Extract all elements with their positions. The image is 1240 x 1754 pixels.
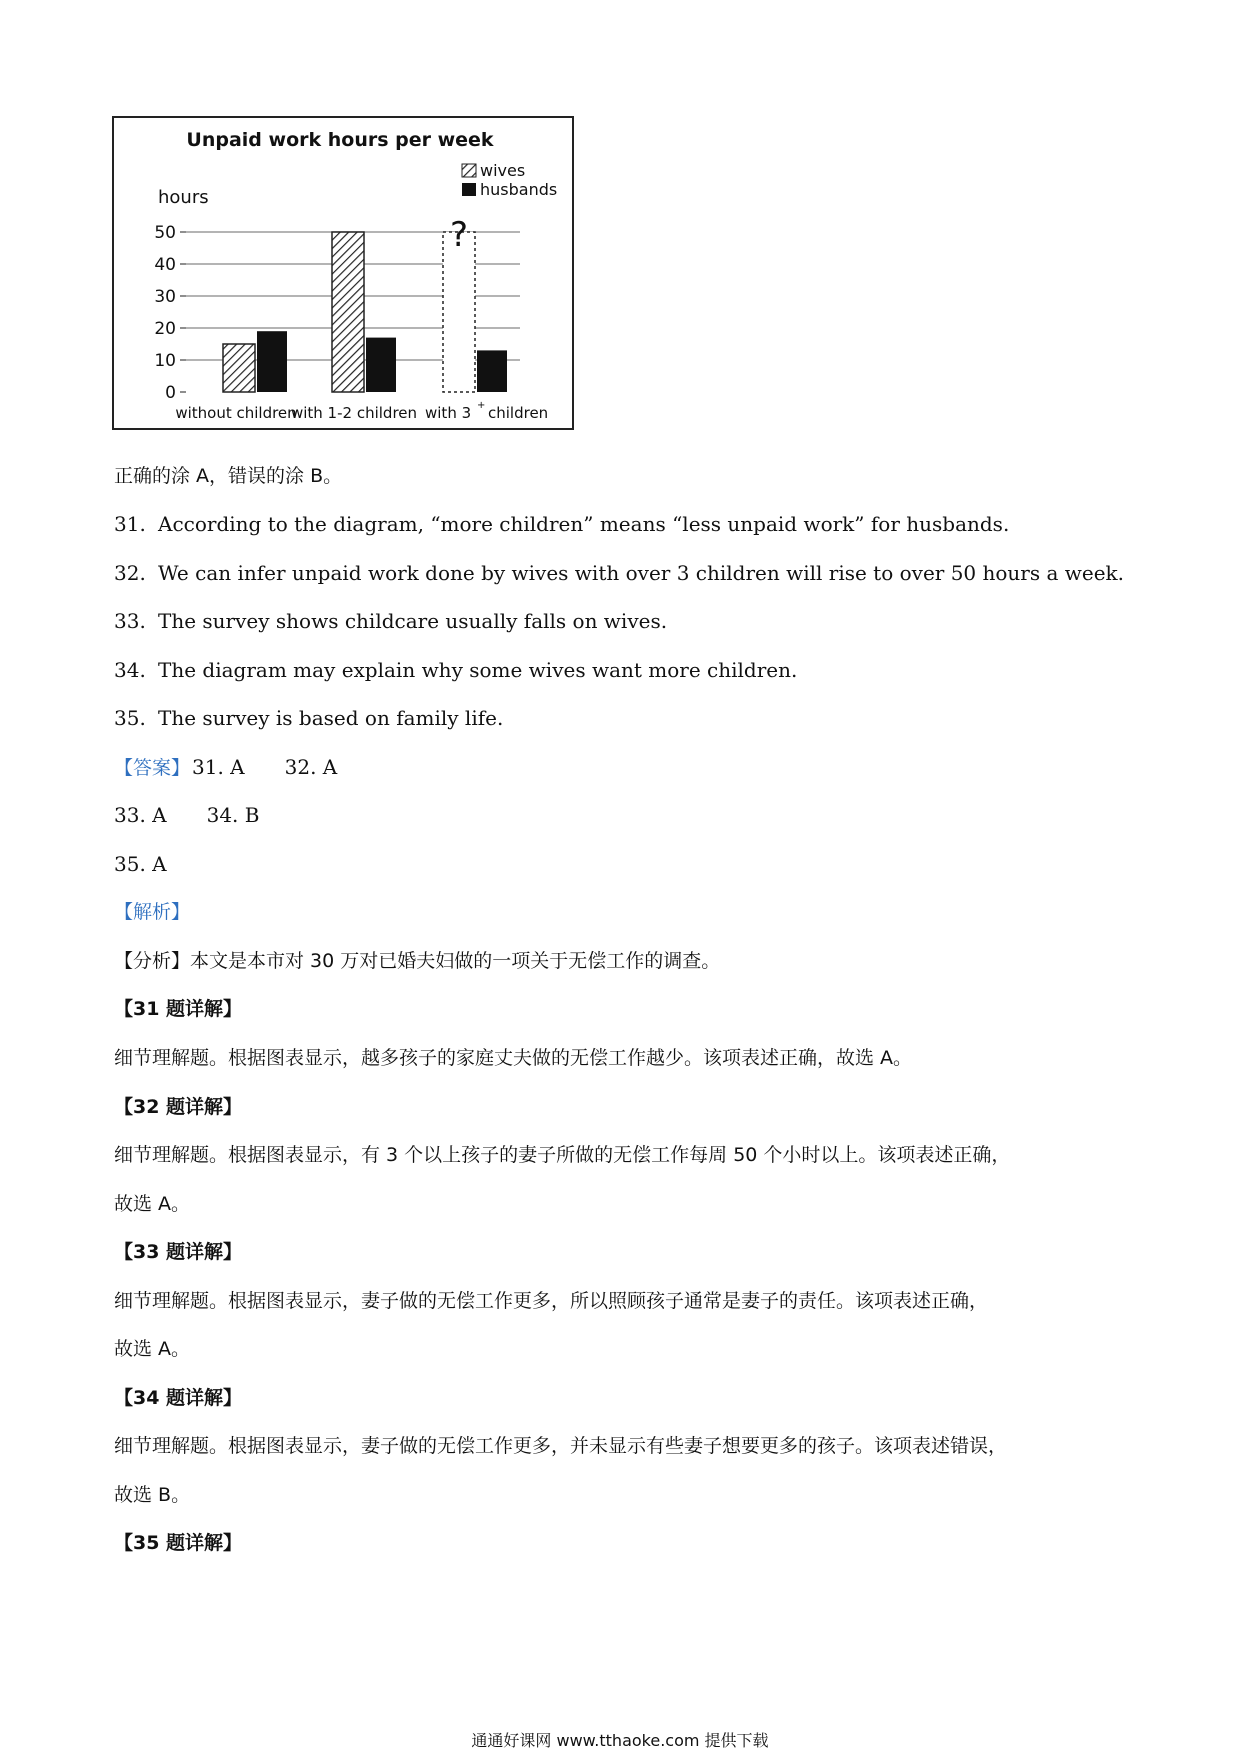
question-32: [114, 560, 1124, 586]
bar-husbands: [477, 350, 507, 392]
detail-34-text: 故选 B。: [114, 1484, 191, 1506]
bar-husbands: [366, 338, 396, 392]
question-33: [114, 608, 667, 634]
answer-32: 32. A: [284, 755, 338, 779]
question-text: We can infer unpaid work done by wives with over 3 children will rise to over 50 hours a week.: [158, 561, 1125, 585]
y-axis-label: hours: [158, 187, 209, 208]
legend-label-husbands: husbands: [480, 180, 558, 199]
x-category-label: children: [488, 404, 549, 422]
detail-35-label: 【35 题详解】: [114, 1532, 243, 1554]
question-number: 31.: [114, 512, 146, 536]
detail-32-text: 故选 A。: [114, 1193, 191, 1215]
detail-31-label: 【31 题详解】: [114, 998, 243, 1020]
y-tick-label: 40: [154, 255, 176, 275]
bar-wives: [332, 232, 364, 392]
bar-wives: [223, 344, 255, 392]
chart-canvas: [114, 118, 572, 428]
detail-31-text: 细节理解题。根据图表显示，越多孩子的家庭丈夫做的无偿工作越少。该项表述正确，故选 A。: [114, 1047, 913, 1069]
answer-35: 35. A: [114, 852, 167, 876]
x-category-label: with 3: [425, 404, 472, 422]
detail-33-text: 细节理解题。根据图表显示，妻子做的无偿工作更多，所以照顾孩子通常是妻子的责任。该项表述正确，: [114, 1290, 989, 1312]
y-tick-label: 30: [154, 287, 176, 307]
summary-label: 【分析】: [114, 950, 191, 972]
chart-legend: [462, 161, 557, 199]
question-text: The diagram may explain why some wives want more children.: [158, 658, 798, 682]
detail-33-label: 【33 题详解】: [114, 1241, 243, 1263]
question-text: According to the diagram, “more children” means “less unpaid work” for husbands.: [158, 512, 1010, 536]
instruction: 正确的涂 A，错误的涂 B。: [114, 465, 343, 487]
answer-label: 【答案】: [114, 757, 191, 779]
detail-34-label: 【34 题详解】: [114, 1387, 243, 1409]
question-text: The survey shows childcare usually falls on wives.: [158, 609, 668, 633]
unknown-marker: ?: [449, 215, 469, 255]
summary-text: 本文是本市对 30 万对已婚夫妇做的一项关于无偿工作的调查。: [190, 950, 721, 972]
x-category-superscript: +: [477, 400, 486, 411]
legend-label-wives: wives: [480, 161, 526, 180]
question-35: [114, 705, 503, 731]
analysis-label: 【解析】: [114, 901, 191, 923]
question-34: [114, 657, 797, 683]
question-31: [114, 511, 1009, 537]
y-tick-label: 50: [154, 223, 176, 243]
question-number: 35.: [114, 706, 146, 730]
answer-34: 34. B: [206, 803, 260, 827]
detail-34-text: 细节理解题。根据图表显示，妻子做的无偿工作更多，并未显示有些妻子想要更多的孩子。该项表述错误，: [114, 1435, 1008, 1457]
answer-row: [114, 802, 299, 828]
x-category-label: without children: [175, 404, 297, 422]
question-number: 34.: [114, 658, 146, 682]
answer-33: 33. A: [114, 803, 167, 827]
summary: [114, 948, 720, 974]
y-tick-label: 0: [165, 383, 176, 403]
x-category-label: with 1-2 children: [290, 404, 418, 422]
legend-swatch-wives: [462, 164, 476, 177]
chart-title: Unpaid work hours per week: [186, 129, 494, 151]
bar-husbands: [257, 331, 287, 392]
footer: 通通好课网 www.tthaoke.com 提供下载: [471, 1731, 769, 1750]
legend-swatch-husbands: [462, 183, 476, 196]
answer-31: 31. A: [192, 755, 245, 779]
answer-row: [114, 754, 377, 781]
bar-chart: [112, 116, 574, 430]
question-text: The survey is based on family life.: [158, 706, 504, 730]
detail-33-text: 故选 A。: [114, 1338, 191, 1360]
detail-32-label: 【32 题详解】: [114, 1096, 243, 1118]
y-tick-label: 20: [154, 319, 176, 339]
question-number: 33.: [114, 609, 146, 633]
question-number: 32.: [114, 561, 146, 585]
y-tick-label: 10: [154, 351, 176, 371]
detail-32-text: 细节理解题。根据图表显示，有 3 个以上孩子的妻子所做的无偿工作每周 50 个小时以上。该项表述正确，: [114, 1144, 1011, 1166]
bar-wives-unknown: [443, 232, 475, 392]
